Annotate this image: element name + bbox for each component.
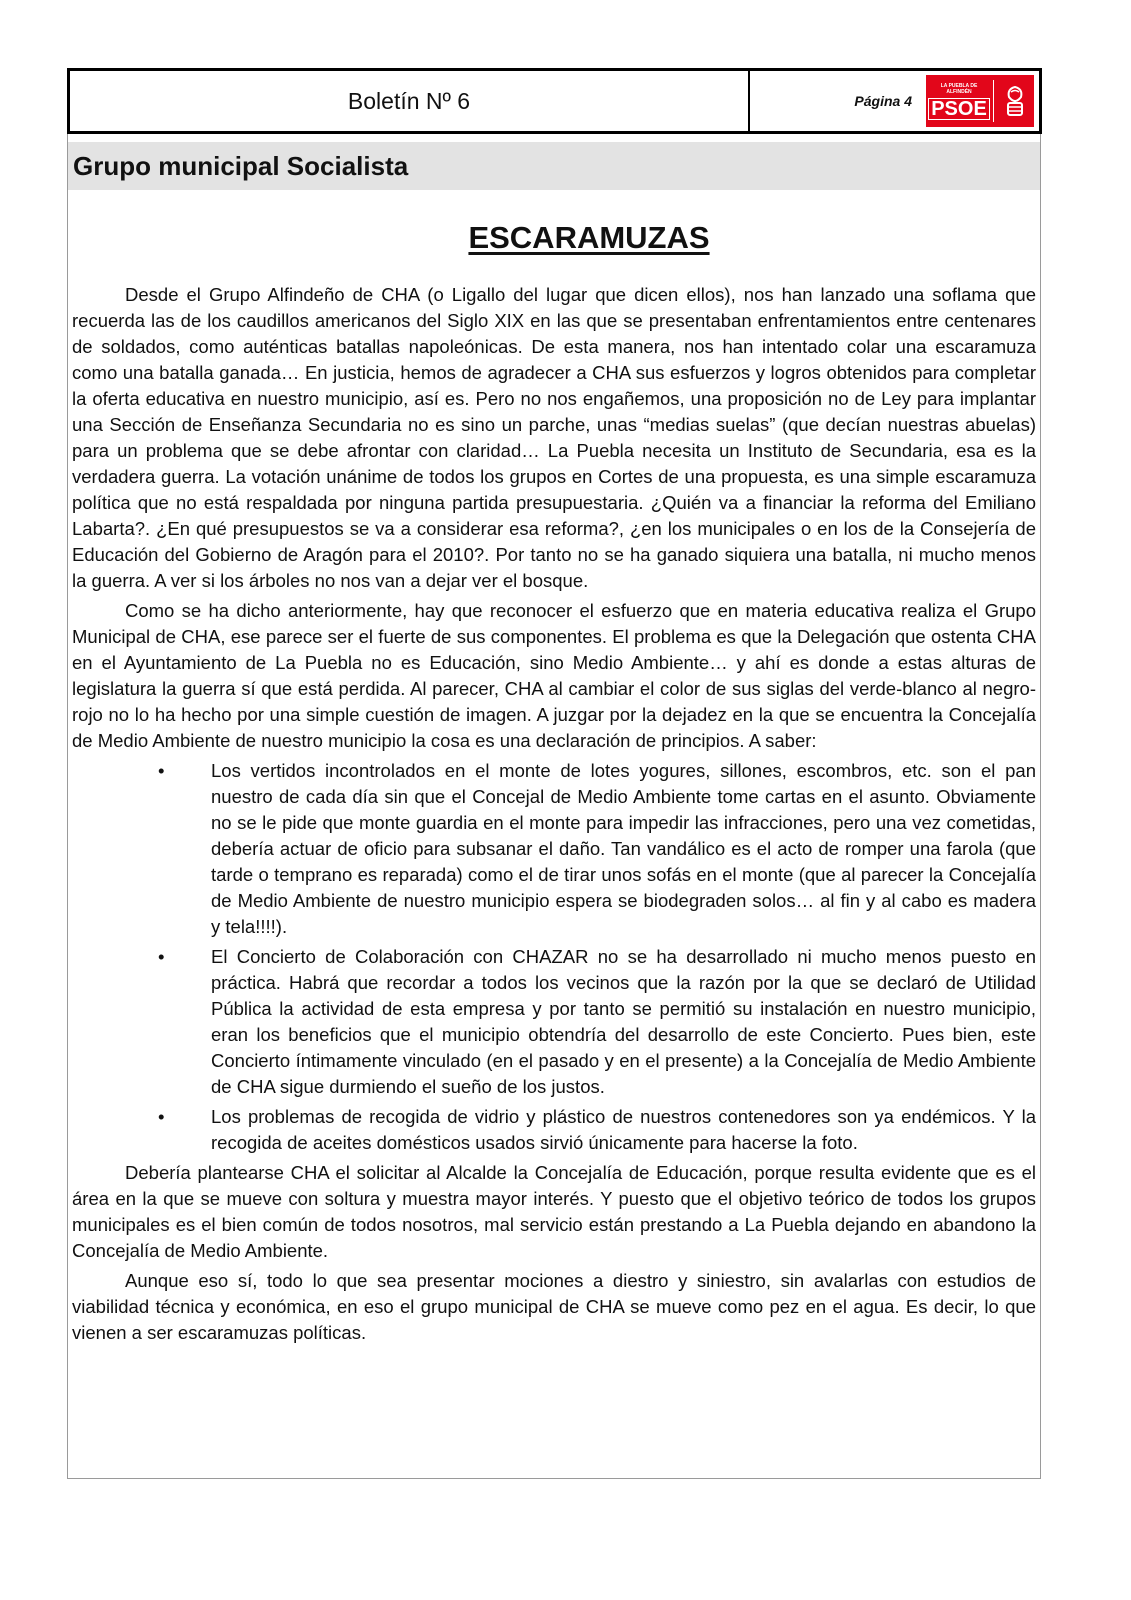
list-item	[72, 1104, 1036, 1156]
bullet-list	[72, 758, 1036, 1156]
list-item-text: Los problemas de recogida de vidrio y plástico de nuestros contenedores son ya endémicos. Y la recogida de aceites domésticos usados sirvió únicamente para hacerse la foto.	[211, 1106, 1036, 1153]
rose-fist-icon	[998, 83, 1031, 119]
list-item-text: El Concierto de Colaboración con CHAZAR no se ha desarrollado ni mucho menos puesto en práctica. Habrá que recordar a todos los vecinos que la razón por la que se declaró de Utilidad Pública la actividad de esta empresa y por tanto se permitió su instalación en nuestro municipio, eran los beneficios que el municipio obtendría del desarrollo de este Concierto. Pues bien, este Concierto íntimamente vinculado (en el pasado y en el presente) a la Concejalía de Medio Ambiente de CHA sigue durmiendo el sueño de los justos.	[211, 946, 1036, 1097]
section-title: Grupo municipal Socialista	[73, 150, 409, 181]
paragraph: Debería plantearse CHA el solicitar al Alcalde la Concejalía de Educación, porque resulta evidente que es el área en la que se mueve con soltura y muestra mayor interés. Y puesto que el objetivo teórico de todos los grupos municipales es el bien común de todos nosotros, mal servicio están prestando a La Puebla dejando en abandono la Concejalía de Medio Ambiente.	[72, 1162, 1036, 1261]
bullet-marker: •	[158, 1106, 165, 1127]
list-item	[72, 758, 1036, 940]
page-number: Página 4	[854, 93, 912, 109]
psoe-logo	[926, 75, 1034, 127]
logo-text-block	[929, 78, 989, 124]
logo-town: LA PUEBLA DE ALFINDÉN	[940, 82, 978, 95]
header-right	[750, 71, 1039, 131]
bullet-marker: •	[158, 946, 165, 967]
list-item	[72, 944, 1036, 1100]
logo-name: PSOE	[928, 98, 990, 120]
page-header	[67, 68, 1042, 134]
paragraph: Aunque eso sí, todo lo que sea presentar mociones a diestro y siniestro, sin avalarlas con estudios de viabilidad técnica y económica, en eso el grupo municipal de CHA se mueve como pez en el agua. Es decir, lo que vienen a ser escaramuzas políticas.	[72, 1270, 1036, 1343]
paragraph: Como se ha dicho anteriormente, hay que reconocer el esfuerzo que en materia educativa realiza el Grupo Municipal de CHA, ese parece ser el fuerte de sus componentes. El problema es que la Delegación que ostenta CHA en el Ayuntamiento de La Puebla no es Educación, sino Medio Ambiente… y ahí es donde a estas alturas de legislatura la guerra sí que está perdida. Al parecer, CHA al cambiar el color de sus siglas del verde-blanco al negro-rojo no lo ha hecho por una simple cuestión de imagen. A juzgar por la dejadez en la que se encuentra la Concejalía de Medio Ambiente de nuestro municipio la cosa es una declaración de principios. A saber:	[72, 600, 1036, 751]
list-item-text: Los vertidos incontrolados en el monte de lotes yogures, sillones, escombros, etc. son el pan nuestro de cada día sin que el Concejal de Medio Ambiente tome cartas en el asunto. Obviamente no se le pide que monte guardia en el monte para impedir las infracciones, pero una vez cometidas, debería actuar de oficio para subsanar el daño. Tan vandálico es el acto de romper una farola (que tarde o temprano es reparada) como el de tirar unos sofás en el monte (que al parecer la Concejalía de Medio Ambiente de nuestro municipio espera se biodegraden solos… al fin y al cabo es madera y tela!!!!).	[211, 760, 1036, 937]
article-title: ESCARAMUZAS	[468, 220, 710, 255]
paragraph: Desde el Grupo Alfindeño de CHA (o Ligallo del lugar que dicen ellos), nos han lanzado una soflama que recuerda las de los caudillos americanos del Siglo XIX en las que se presentaban enfrentamientos entre centenares de soldados, como auténticas batallas napoleónicas. De esta manera, nos han intentado colar una escaramuza como una batalla ganada… En justicia, hemos de agradecer a CHA sus esfuerzos y logros obtenidos para completar la oferta educativa en nuestro municipio, así es. Pero no nos engañemos, una proposición no de Ley para implantar una Sección de Enseñanza Secundaria no es sino un parche, unas “medias suelas” (que decían nuestras abuelas) para un problema que se debe afrontar con claridad… La Puebla necesita un Instituto de Secundaria, esa es la verdadera guerra. La votación unánime de todos los grupos en Cortes de una propuesta, es una simple escaramuza política que no está respaldada por ninguna partida presupuestaria. ¿Quién va a financiar la reforma del Emiliano Labarta?. ¿En qué presupuestos se va a considerar esa reforma?, ¿en los municipales o en los de la Consejería de Educación del Gobierno de Aragón para el 2010?. Por tanto no se ha ganado siquiera una batalla, ni mucho menos la guerra. A ver si los árboles no nos van a dejar ver el bosque.	[72, 284, 1036, 591]
bullet-marker: •	[158, 760, 165, 781]
bulletin-title: Boletín Nº 6	[70, 71, 750, 131]
article-body	[72, 282, 1036, 1350]
article-title-wrap	[0, 220, 1131, 256]
section-bar	[68, 142, 1040, 190]
logo-divider	[993, 80, 994, 122]
